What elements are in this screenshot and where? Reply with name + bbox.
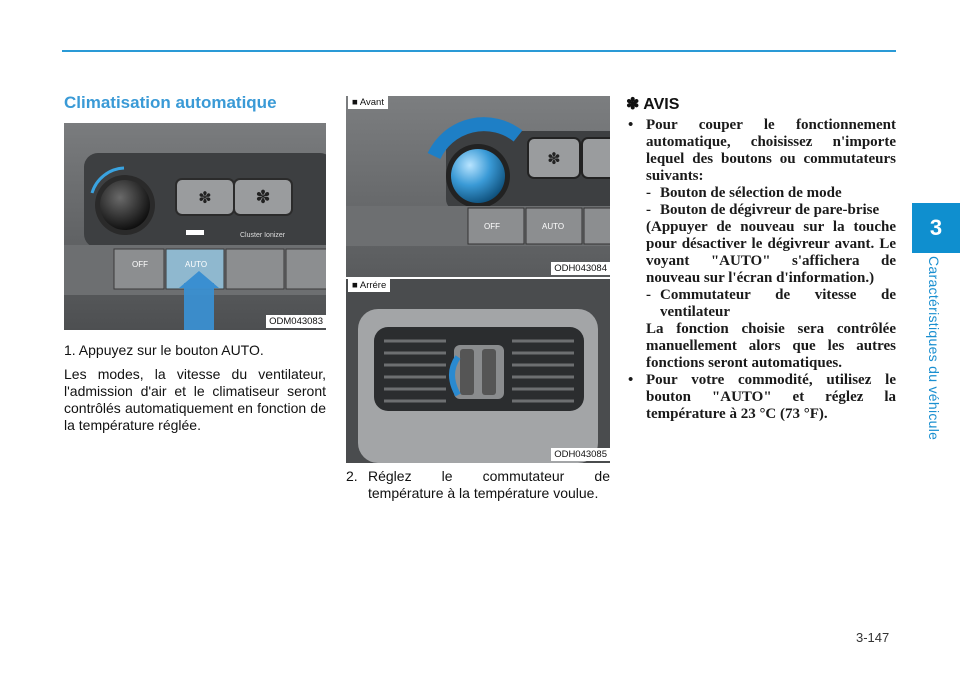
step-2 <box>346 468 610 502</box>
svg-text:✽: ✽ <box>198 188 212 207</box>
avis-sub-1 <box>628 185 896 202</box>
sub-text: Bouton de sélection de mode <box>660 185 842 201</box>
figure-climate-panel <box>64 123 326 330</box>
front-auto-label: AUTO <box>542 222 565 231</box>
dash-mark: - <box>646 185 651 201</box>
bullet-text: Pour votre commodité, utilisez le bouton "AUTO" et réglez la température à 23 °C (73 °F). <box>646 372 896 422</box>
sub-text: Bouton de dégivreur de pare-brise <box>660 202 880 218</box>
figure-tag-front: ■ Avant <box>348 96 388 109</box>
figure-rear-panel <box>346 279 610 463</box>
section-title: Climatisation automatique <box>64 93 277 112</box>
cluster-ionizer-label: Cluster Ionizer <box>240 232 286 239</box>
figure-tag-rear: ■ Arrére <box>348 279 390 292</box>
figure-code: ODM043083 <box>266 315 326 328</box>
avis-sub-2-note: (Appuyer de nouveau sur la touche pour désactiver le dégivreur avant. Le voyant "AUTO" s'affichera de nouveau sur l'écran d'information.) <box>646 219 896 286</box>
paragraph-auto-mode: Les modes, la vitesse du ventilateur, l'admission d'air et le climatiseur seront contrôlés automatiquement en fonction de la température réglée. <box>64 366 326 433</box>
climate-panel-illustration <box>64 123 326 330</box>
auto-label: AUTO <box>185 260 208 269</box>
dash-mark: - <box>646 202 651 218</box>
figure-code: ODH043085 <box>551 448 610 461</box>
avis-bullet-2 <box>628 372 896 423</box>
avis-after: La fonction choisie sera contrôlée manuellement alors que les autres fonctions seront automatiques. <box>646 321 896 371</box>
chapter-number-tab: 3 <box>912 203 960 253</box>
figure-front-panel <box>346 96 610 277</box>
chapter-title: Caractéristiques du véhicule <box>926 256 942 441</box>
sub-text: Commutateur de vitesse de ventilateur <box>660 287 896 320</box>
off-label: OFF <box>132 260 148 269</box>
avis-title: ✽ AVIS <box>626 96 680 113</box>
header-rule <box>62 50 896 52</box>
avis-notes <box>628 117 896 423</box>
figure-code: ODH043084 <box>551 262 610 275</box>
dash-mark: - <box>646 287 651 303</box>
step-2-text: Réglez le commutateur de température à la température voulue. <box>368 468 610 501</box>
step-2-number: 2. <box>346 468 358 484</box>
bullet-text: Pour couper le fonctionnement automatique, choisissez n'importe lequel des boutons ou commutateurs suivants: <box>646 117 896 184</box>
rear-panel-illustration <box>346 279 610 463</box>
svg-text:✽: ✽ <box>547 149 561 168</box>
front-off-label: OFF <box>484 222 500 231</box>
step-1: 1. Appuyez sur le bouton AUTO. <box>64 342 264 358</box>
bullet-mark: • <box>628 117 634 133</box>
avis-sub-3 <box>628 287 896 321</box>
front-panel-illustration <box>346 96 610 277</box>
svg-text:✽: ✽ <box>255 187 271 208</box>
avis-sub-2 <box>628 202 896 219</box>
bullet-mark: • <box>628 372 634 388</box>
avis-bullet-1 <box>628 117 896 185</box>
page-number: 3-147 <box>856 630 890 645</box>
